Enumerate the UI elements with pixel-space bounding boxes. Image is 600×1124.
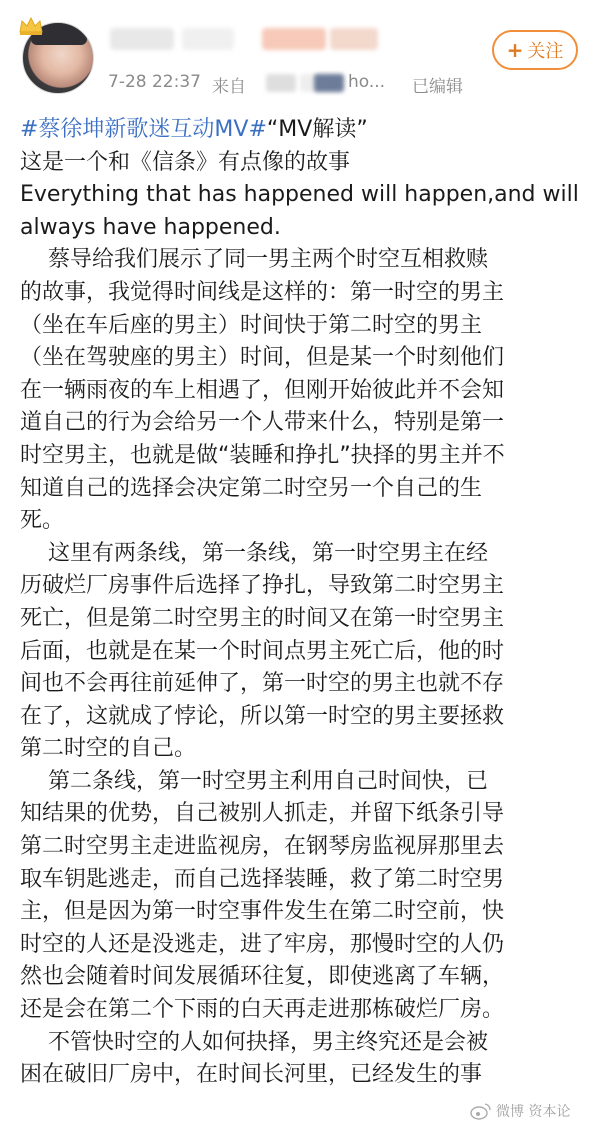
watermark [470,1098,600,1124]
body-line: 在一辆雨夜的车上相遇了，但刚开始彼此并不会知 [20,377,505,403]
body-line: 间也不会再往前延伸了，第一时空的男主也就不存 [20,671,505,697]
body-line: 这里有两条线，第一条线，第一时空男主在经 [20,540,488,566]
crown-icon [18,16,44,36]
body-line: 死。 [20,508,65,534]
topic-line [20,114,584,147]
edited-label: 已编辑 [412,77,463,97]
body-line: 后面，也就是在某一个时间点男主死亡后，他的时 [20,638,505,664]
topic-suffix: “MV解读” [266,117,368,142]
body-line: 第二条线，第一时空男主利用自己时间快，已 [20,768,488,794]
source-redacted [314,74,344,92]
post-source-prefix: 来自 [212,77,246,97]
body-line: （坐在驾驶座的男主）时间，但是某一个时刻他们 [20,345,505,371]
body-line: 不管快时空的人如何抉择，男主终究还是会被 [20,1029,488,1055]
body-line: 蔡导给我们展示了同一男主两个时空互相救赎 [20,247,488,273]
topic-link[interactable]: #蔡徐坤新歌迷互动MV# [20,117,267,142]
follow-label: 关注 [527,41,564,62]
body-line: 还是会在第二个下雨的白天再走进那栋破烂厂房。 [20,997,505,1023]
post-timestamp: 7-28 22:37 [108,72,201,92]
username-redacted [262,28,326,50]
weibo-logo-icon [470,1102,492,1120]
plus-icon: + [506,38,524,62]
follow-button[interactable] [492,30,578,70]
username-redacted [110,28,174,50]
body-line: 第二时空的自己。 [20,736,197,762]
source-redacted [266,74,296,92]
body-line: always have happened. [20,214,281,240]
body-line: 然也会随着时间发展循环往复，即使逃离了车辆， [20,964,505,990]
body-line: 主，但是因为第一时空事件发生在第二时空前，快 [20,899,505,925]
username-redacted [330,28,378,50]
username-redacted [182,28,234,50]
body-line: 时空男主，也就是做“装睡和挣扎”抉择的男主并不 [20,442,505,468]
body-line: 时空的人还是没逃走，进了牢房，那慢时空的人仍 [20,931,505,957]
body-line: （坐在车后座的男主）时间快于第二时空的男主 [20,312,483,338]
body-line: 困在破旧厂房中，在时间长河里，已经发生的事 [20,1062,483,1088]
body-line: 这是一个和《信条》有点像的故事 [20,149,351,175]
body-line: 的故事，我觉得时间线是这样的：第一时空的男主 [20,279,505,305]
body-line: 历破烂厂房事件后选择了挣扎，导致第二时空男主 [20,573,505,599]
watermark-text: 微博 资本论 [496,1104,571,1120]
body-line: 知道自己的选择会决定第二时空另一个自己的生 [20,475,483,501]
body-line: 取车钥匙逃走，而自己选择装睡，救了第二时空男 [20,866,505,892]
body-line: 死亡，但是第二时空男主的时间又在第一时空男主 [20,605,505,631]
post-source-suffix: ho... [348,72,386,92]
body-line: 道自己的行为会给另一个人带来什么，特别是第一 [20,410,505,436]
body-line: 第二时空男主走进监视房，在钢琴房监视屏那里去 [20,834,505,860]
avatar[interactable] [16,16,98,98]
body-line: Everything that has happened will happen,and will [20,182,579,208]
post-body [20,114,584,1092]
body-line: 知结果的优势，自己被别人抓走，并留下纸条引导 [20,801,505,827]
body-line: 在了，这就成了悖论，所以第一时空的男主要拯救 [20,703,505,729]
post-header [0,0,600,110]
